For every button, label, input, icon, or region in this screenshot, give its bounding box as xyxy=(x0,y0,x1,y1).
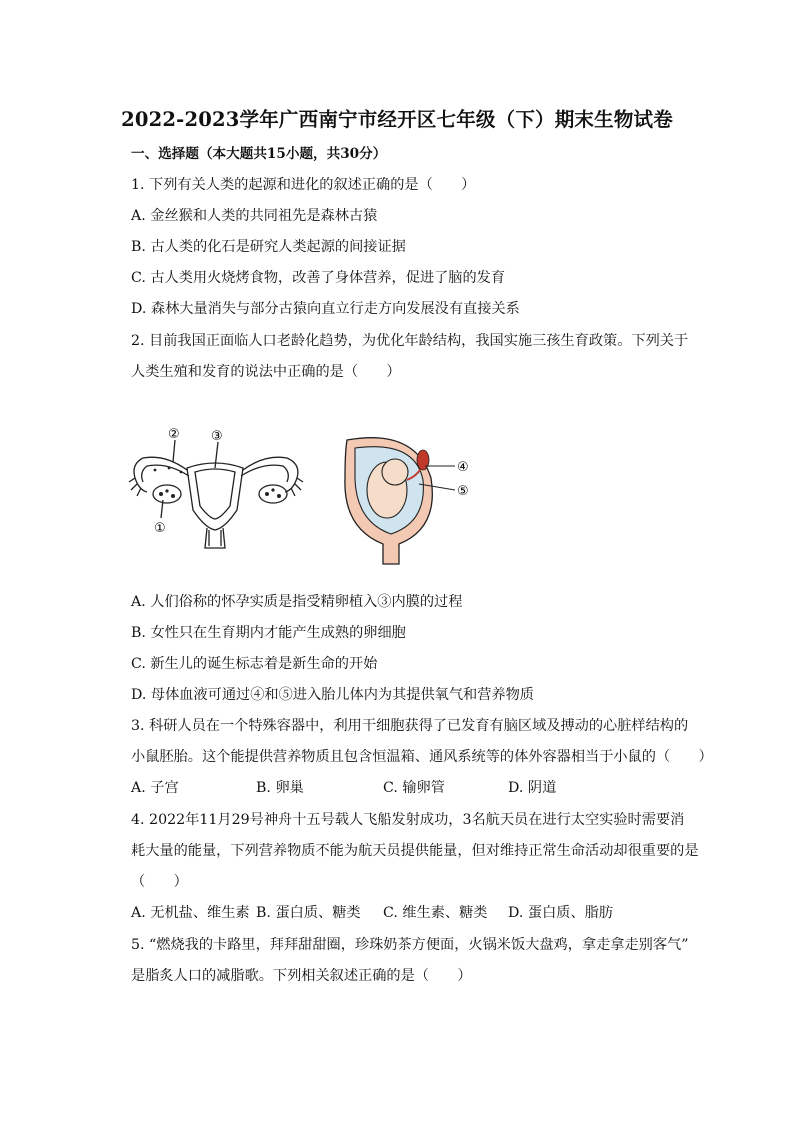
page-title: 2022-2023学年广西南宁市经开区七年级（下）期末生物试卷 xyxy=(121,108,673,131)
question-3-stem-line2: 小鼠胚胎。这个能提供营养物质且包含恒温箱、通风系统等的体外容器相当于小鼠的（ ） xyxy=(131,749,713,765)
question-4-option-b: B. 蛋白质、糖类 xyxy=(256,905,361,921)
ovary-follicles xyxy=(154,467,281,498)
figure-label-1: ① xyxy=(154,521,166,536)
question-3-option-c: C. 输卵管 xyxy=(383,780,445,796)
question-4-option-c: C. 维生素、糖类 xyxy=(383,905,488,921)
section-heading: 一、选择题（本大题共15小题，共30分） xyxy=(131,146,387,162)
figure-label-3: ③ xyxy=(211,429,223,444)
question-1-option-b: B. 古人类的化石是研究人类起源的间接证据 xyxy=(131,239,406,255)
question-2-option-b: B. 女性只在生育期内才能产生成熟的卵细胞 xyxy=(131,625,406,641)
question-2-stem-line1: 2. 目前我国正面临人口老龄化趋势，为优化年龄结构，我国实施三孩生育政策。下列关于 xyxy=(131,333,689,349)
question-3-option-d: D. 阴道 xyxy=(508,780,557,796)
question-2-option-a: A. 人们俗称的怀孕实质是指受精卵植入③内膜的过程 xyxy=(131,594,463,610)
question-4-stem-line2: 耗大量的能量，下列营养物质不能为航天员提供能量，但对维持正常生命活动却很重要的是 xyxy=(131,843,699,859)
figure-svg xyxy=(125,418,485,568)
figure-label-4: ④ xyxy=(457,460,469,475)
question-5-stem-line1: 5. “燃烧我的卡路里，拜拜甜甜圈，珍珠奶茶方便面，火锅米饭大盘鸡，拿走拿走别客气” xyxy=(131,937,689,953)
question-1-stem: 1. 下列有关人类的起源和进化的叙述正确的是（ ） xyxy=(131,177,476,193)
question-4-option-a: A. 无机盐、维生素 xyxy=(131,905,250,921)
question-2-option-d: D. 母体血液可通过④和⑤进入胎儿体内为其提供氧气和营养物质 xyxy=(131,687,534,703)
question-5-stem-line2: 是脂炙人口的减脂歌。下列相关叙述正确的是（ ） xyxy=(131,968,472,984)
fetus-in-uterus-diagram xyxy=(345,438,455,564)
question-1-option-c: C. 古人类用火烧烤食物，改善了身体营养，促进了脑的发育 xyxy=(131,270,506,286)
question-3-option-a: A. 子宫 xyxy=(131,780,179,796)
question-1-option-a: A. 金丝猴和人类的共同祖先是森林古猿 xyxy=(131,208,378,224)
question-4-stem-line1: 4. 2022年11月29号神舟十五号载人飞船发射成功，3名航天员在进行太空实验时需要消 xyxy=(131,812,685,828)
question-4-option-d: D. 蛋白质、脂肪 xyxy=(508,905,614,921)
figure-label-5: ⑤ xyxy=(457,484,469,499)
question-4-stem-line3: （ ） xyxy=(131,874,188,890)
question-2-stem-line2: 人类生殖和发育的说法中正确的是（ ） xyxy=(131,364,401,380)
question-2-option-c: C. 新生儿的诞生标志着是新生命的开始 xyxy=(131,656,378,672)
question-1-option-d: D. 森林大量消失与部分古猿向直立行走方向发展没有直接关系 xyxy=(131,301,520,317)
reproductive-system-figure xyxy=(125,418,485,568)
figure-label-2: ② xyxy=(168,427,180,442)
question-3-option-b: B. 卵巢 xyxy=(256,780,304,796)
question-3-stem-line1: 3. 科研人员在一个特殊容器中，利用干细胞获得了已发育有脑区域及搏动的心脏样结构的 xyxy=(131,718,689,734)
